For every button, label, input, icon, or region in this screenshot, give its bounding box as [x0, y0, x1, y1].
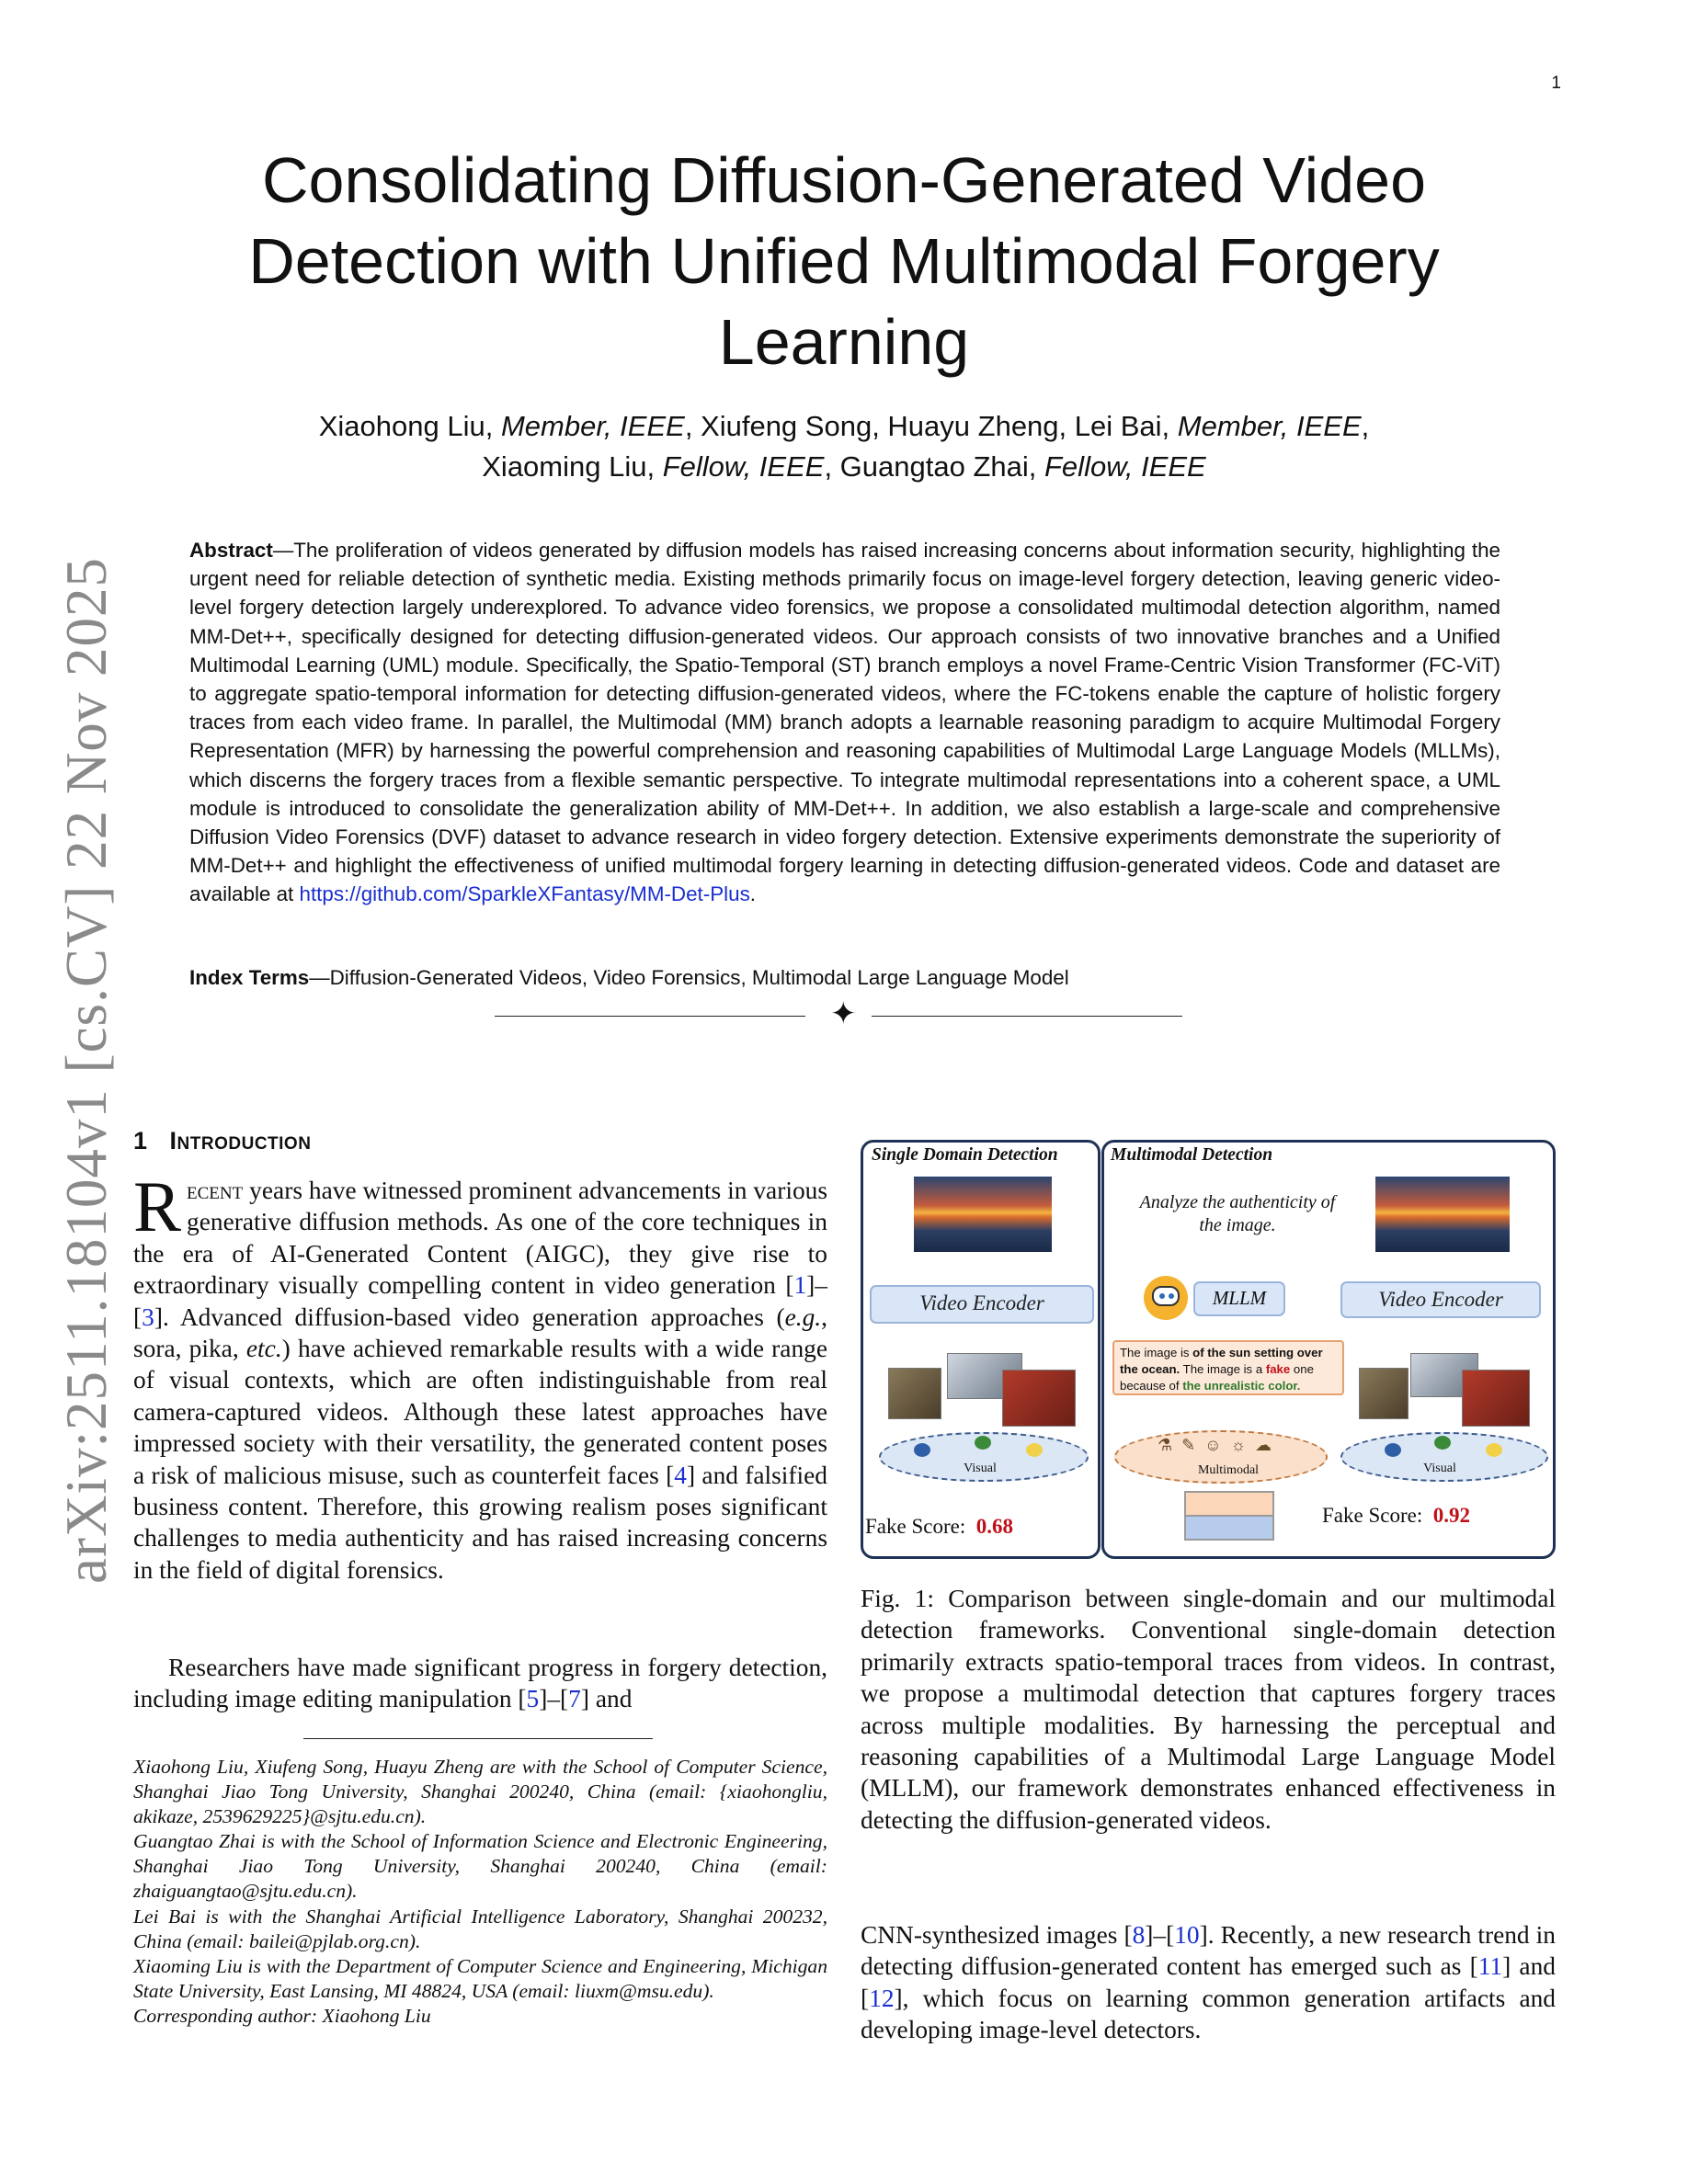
- footnote: Xiaohong Liu, Xiufeng Song, Huayu Zheng are with the School of Computer Science, Shanghai Jiao Tong University, Shanghai 200240, China (email: {xiaohongliu, akikaze, 2539629225}@sjtu.edu.cn).: [133, 1756, 827, 1828]
- input-frame-image: [914, 1177, 1052, 1252]
- section-heading: [133, 1127, 311, 1155]
- text-run: ]–[: [133, 1271, 827, 1331]
- abstract-label: Abstract: [189, 539, 273, 562]
- code-link[interactable]: https://github.com/SparkleXFantasy/MM-Det-Plus: [299, 882, 750, 906]
- arxiv-stamp: arXiv:2511.18104v1 [cs.CV] 22 Nov 2025: [54, 556, 119, 1584]
- citation-link[interactable]: 10: [1174, 1921, 1200, 1949]
- drop-cap: R: [133, 1166, 182, 1246]
- text-run: ], which focus on learning common generation artifacts and developing image-level detectors.: [861, 1984, 1556, 2044]
- index-terms-text: —Diffusion-Generated Videos, Video Forensics, Multimodal Large Language Model: [309, 966, 1069, 989]
- author-sep: ,: [1361, 410, 1370, 442]
- abstract-end: .: [749, 882, 757, 906]
- citation-link[interactable]: 8: [1132, 1921, 1146, 1949]
- section-title: Introduction: [169, 1127, 312, 1155]
- fusion-multimodal-block: [1184, 1491, 1274, 1517]
- text-run: e.g.: [784, 1302, 822, 1331]
- footnote: Corresponding author: Xiaohong Liu: [133, 2004, 431, 2027]
- footnote: Lei Bai is with the Shanghai Artificial Intelligence Laboratory, Shanghai 200232, China (email: bailei@pjlab.org.cn).: [133, 1905, 827, 1952]
- figure-caption: Fig. 1: Comparison between single-domain and our multimodal detection frameworks. Conventional single-domain detection primarily extracts spatio-temporal traces from videos. In contrast, we propose a multimodal detection that captures forgery traces across multiple modalities. By harnessing the perceptual and reasoning capabilities of a Multimodal Large Language Model (MLLM), our framework demonstrates enhanced effectiveness in detecting the diffusion-generated videos.: [861, 1585, 1556, 1834]
- video-encoder-box: Video Encoder: [1340, 1281, 1541, 1318]
- visual-token: [1385, 1443, 1401, 1457]
- score-value: 0.68: [975, 1515, 1013, 1538]
- input-frame-image: [1375, 1177, 1510, 1252]
- visual-label: Visual: [964, 1462, 997, 1475]
- section-number: 1: [133, 1127, 148, 1155]
- footnotes: [133, 1755, 827, 2029]
- author-name: , Xiufeng Song, Huayu Zheng, Lei Bai,: [684, 410, 1178, 442]
- author-affiliation: Member, IEEE: [500, 410, 685, 442]
- author-affiliation: Member, IEEE: [1177, 410, 1362, 442]
- visual-token: [1434, 1436, 1451, 1450]
- mllm-box: MLLM: [1193, 1281, 1285, 1316]
- visual-label: Visual: [1423, 1462, 1456, 1475]
- author-list: [184, 406, 1504, 487]
- text-run: etc.: [245, 1335, 282, 1363]
- text-run: ]–[: [1145, 1921, 1175, 1949]
- score-label: Fake Score:: [1322, 1504, 1423, 1527]
- robot-icon: [1144, 1276, 1188, 1320]
- footnote: Xiaoming Liu is with the Department of Computer Science and Engineering, Michigan State University, East Lansing, MI 48824, USA (email: liuxm@msu.edu).: [133, 1954, 827, 2002]
- citation-link[interactable]: 4: [674, 1461, 687, 1489]
- text-run: ] and: [580, 1685, 633, 1713]
- score-label: Fake Score:: [865, 1515, 966, 1538]
- text-run: ] and [: [861, 1952, 1556, 2012]
- text-run: , sora, pika,: [133, 1302, 827, 1363]
- author-affiliation: Fellow, IEEE: [662, 450, 825, 483]
- multimodal-title: Multimodal Detection: [1111, 1145, 1273, 1165]
- single-domain-title: Single Domain Detection: [872, 1145, 1058, 1165]
- abstract: [189, 536, 1500, 909]
- divider-right: [872, 1016, 1182, 1017]
- text-run: ]–[: [539, 1685, 569, 1713]
- text-run: the unrealistic color.: [1182, 1379, 1301, 1393]
- citation-link[interactable]: 12: [869, 1984, 895, 2012]
- index-terms-label: Index Terms: [189, 966, 310, 989]
- divider-left: [495, 1016, 805, 1017]
- footnote: Guangtao Zhai is with the School of Information Science and Electronic Engineering, Shanghai Jiao Tong University, Shanghai 200240, China (email: zhaiguangtao@sjtu.edu.cn).: [133, 1830, 827, 1903]
- text-run: of the sun setting over the ocean.: [1120, 1346, 1323, 1376]
- author-name: , Guangtao Zhai,: [824, 450, 1044, 483]
- text-run: CNN-synthesized images [: [861, 1921, 1133, 1949]
- prompt-text: Analyze the authenticity of the image.: [1139, 1192, 1336, 1235]
- text-run: The image is a: [1180, 1362, 1266, 1376]
- video-encoder-box: Video Encoder: [870, 1285, 1094, 1324]
- figure-1: [861, 1140, 1556, 1559]
- intro-paragraph-2: [133, 1652, 827, 1715]
- multimodal-label: Multimodal: [1197, 1463, 1260, 1477]
- score-value: 0.92: [1432, 1504, 1470, 1527]
- text-run: ]. Advanced diffusion-based video generation approaches (: [154, 1302, 785, 1331]
- author-affiliation: Fellow, IEEE: [1044, 450, 1206, 483]
- index-terms: [189, 963, 1500, 992]
- modality-icons: ⚗✎☺☼☁: [1157, 1436, 1282, 1454]
- abstract-text: —The proliferation of videos generated by diffusion models has raised increasing concerns about information security, highlighting the urgent need for reliable detection of synthetic media. Existing methods primarily focus on image-level forgery detection, leaving generic video-level forgery detection largely underexplored. To advance video forensics, we propose a consolidated multimodal detection algorithm, named MM-Det++, specifically designed for detecting diffusion-generated videos. Our approach consists of two innovative branches and a Unified Multimodal Learning (UML) module. Specifically, the Spatio-Temporal (ST) branch employs a novel Frame-Centric Vision Transformer (FC-ViT) to aggregate spatio-temporal information for detecting diffusion-generated videos, where the FC-tokens enable the capture of holistic forgery traces from each video frame. In parallel, the Multimodal (MM) branch adopts a learnable reasoning paradigm to acquire Multimodal Forgery Representation (MFR) by harnessing the powerful comprehension and reasoning capabilities of Multimodal Large Language Models (MLLMs), which discerns the forgery traces from a flexible semantic perspective. To integrate multimodal representations into a coherent space, a UML module is introduced to consolidate the generalization ability of MM-Det++. In addition, we also establish a large-scale and comprehensive Diffusion Video Forensics (DVF) dataset to advance research in video forgery detection. Extensive experiments demonstrate the superiority of MM-Det++ and highlight the effectiveness of unified multimodal forgery learning in detecting diffusion-generated videos. Code and dataset are available at: [189, 539, 1500, 906]
- author-name: Xiaohong Liu,: [318, 410, 501, 442]
- citation-link[interactable]: 7: [568, 1685, 581, 1713]
- text-run: ]. Recently, a new research trend in detecting diffusion-generated content has emerged such as [: [861, 1921, 1556, 1981]
- dog-frame-image: [888, 1368, 941, 1419]
- visual-token: [1026, 1443, 1043, 1457]
- divider-diamond-icon: ✦: [830, 997, 857, 1031]
- right-fake-score: [1322, 1504, 1470, 1528]
- visual-token: [975, 1436, 991, 1450]
- page-number: 1: [1551, 74, 1561, 93]
- author-name: Xiaoming Liu,: [482, 450, 663, 483]
- text-run: fake: [1265, 1362, 1291, 1376]
- text-run: The image is: [1120, 1346, 1193, 1359]
- mllm-output-text: [1112, 1340, 1344, 1395]
- food-frame-image: [1002, 1370, 1076, 1427]
- dog-frame-image: [1359, 1368, 1409, 1419]
- text-run: ] and falsified business content. Therefore, this growing realism poses significant challenges to media authenticity and has raised increasing concerns in the field of digital forensics.: [133, 1461, 828, 1584]
- text-run: years have witnessed prominent advancements in various generative diffusion methods. As one of the core techniques in the era of AI-Generated Content (AIGC), they give rise to extraordinary visually compelling content in video generation [: [133, 1177, 827, 1300]
- fusion-visual-block: [1184, 1515, 1274, 1541]
- footnote-rule: [303, 1738, 653, 1739]
- right-column-text: [861, 1919, 1556, 2046]
- citation-link[interactable]: 11: [1477, 1952, 1503, 1981]
- left-fake-score: [865, 1515, 1013, 1539]
- text-run: Researchers have made significant progress in forgery detection, including image editing manipulation [: [133, 1654, 827, 1713]
- text-run: one because of: [1120, 1362, 1314, 1393]
- intro-paragraph-1: [133, 1166, 828, 1586]
- citation-link[interactable]: 1: [793, 1271, 807, 1300]
- citation-link[interactable]: 3: [142, 1302, 154, 1331]
- visual-token: [1486, 1443, 1502, 1457]
- visual-token: [914, 1443, 930, 1457]
- paper-title: Consolidating Diffusion-Generated Video Detection with Unified Multimodal Forgery Learning: [248, 144, 1440, 378]
- text-run: ) have achieved remarkable results with a wide range of visual contexts, which are often indistinguishable from real camera-captured videos. Although these latest approaches have impressed society with their versatility, the generated content poses a risk of malicious misuse, such as counterfeit faces [: [133, 1335, 828, 1489]
- smallcaps-word: ecent: [187, 1177, 244, 1204]
- citation-link[interactable]: 5: [526, 1685, 540, 1713]
- food-frame-image: [1462, 1370, 1530, 1427]
